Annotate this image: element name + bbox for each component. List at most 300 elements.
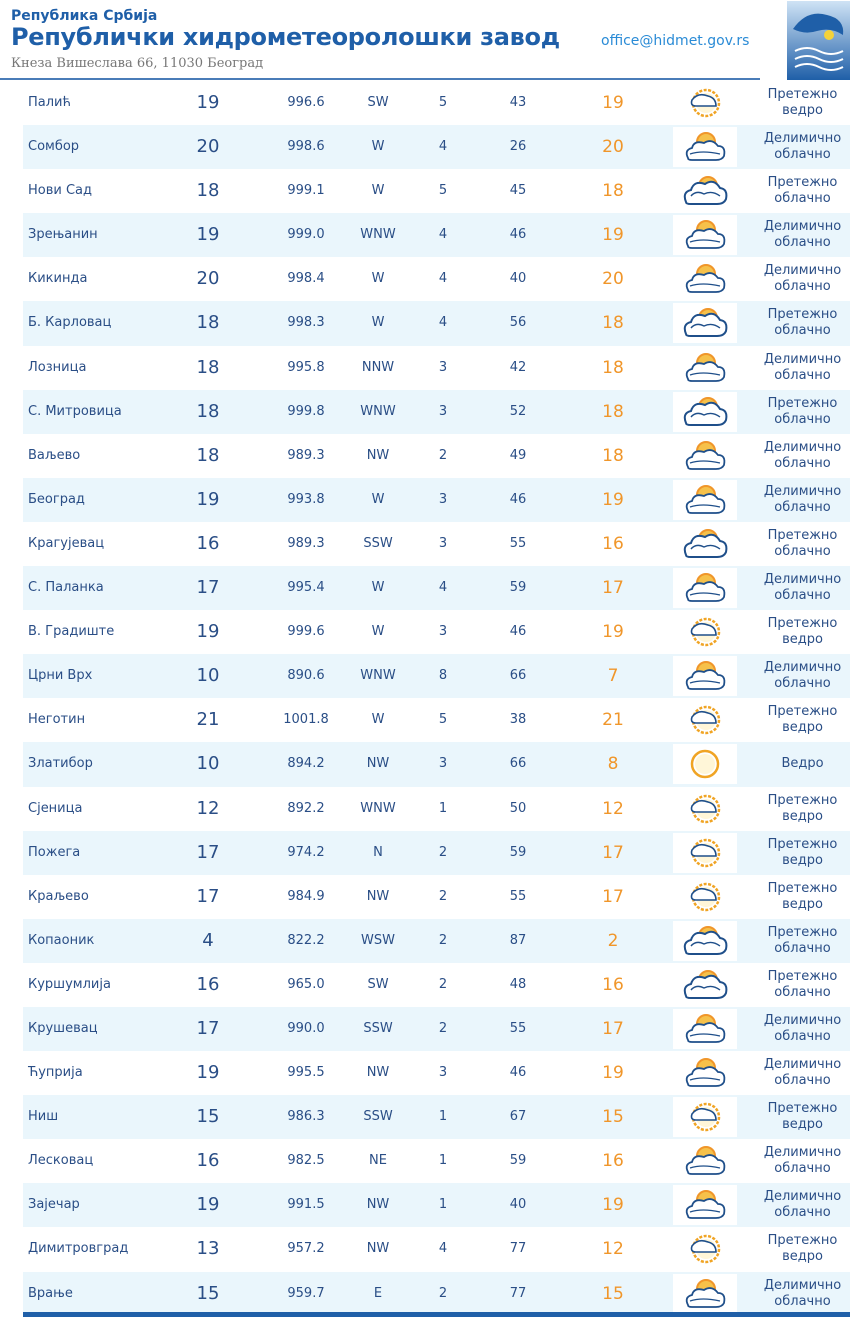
weather-description-line1: Делимично (763, 660, 842, 676)
table-row (23, 1272, 850, 1316)
mostly-cloudy-icon (673, 921, 737, 961)
pressure: 982.5 (287, 1153, 325, 1169)
feels-like-temperature: 19 (602, 225, 624, 246)
temperature: 18 (196, 400, 220, 422)
humidity: 52 (509, 403, 527, 419)
wind-direction: NNW (361, 359, 395, 375)
weather-description (755, 1227, 850, 1271)
weather-description (755, 698, 850, 742)
weather-description-line1: Делимично (763, 572, 842, 588)
weather-description (755, 169, 850, 213)
table-row (23, 610, 850, 654)
wind-direction: NW (366, 1241, 390, 1257)
humidity: 40 (509, 271, 527, 287)
weather-description (755, 875, 850, 919)
station-name: Нови Сад (28, 183, 93, 199)
weather-description (755, 81, 850, 125)
weather-description (755, 1183, 850, 1227)
wind-speed: 1 (438, 1153, 448, 1169)
temperature: 18 (196, 312, 220, 334)
pressure: 995.4 (287, 580, 325, 596)
partly-cloudy-icon (673, 1009, 737, 1049)
station-name: Лозница (28, 359, 87, 375)
wind-speed: 5 (438, 95, 448, 110)
weather-description-line2: облачно (774, 588, 831, 604)
weather-description (755, 566, 850, 610)
weather-description (755, 742, 850, 786)
station-name: Ваљево (28, 447, 81, 463)
feels-like-temperature: 19 (602, 622, 624, 643)
feels-like-temperature: 19 (602, 1195, 624, 1216)
weather-description-line2: облачно (774, 279, 831, 295)
feels-like-temperature: 17 (602, 886, 624, 907)
pressure: 822.2 (287, 932, 325, 948)
wind-speed: 2 (438, 888, 448, 904)
institute-address: Кнеза Вишеслава 66, 11030 Београд (11, 56, 264, 71)
wind-direction: W (371, 271, 385, 287)
partly-cloudy-icon (673, 480, 737, 520)
wind-direction: NW (366, 447, 390, 463)
temperature: 16 (196, 973, 220, 995)
mostly-sunny-icon (673, 700, 737, 740)
pressure: 998.6 (287, 139, 325, 155)
station-name: Кикинда (28, 271, 88, 287)
weather-description-line2: облачно (774, 499, 831, 515)
partly-cloudy-icon (673, 348, 737, 388)
wind-speed: 2 (438, 844, 448, 860)
weather-description-line1: Претежно (767, 1101, 838, 1117)
weather-description-line2: облачно (774, 1293, 831, 1309)
pressure: 993.8 (287, 491, 325, 507)
weather-description (755, 787, 850, 831)
feels-like-temperature: 20 (602, 137, 624, 158)
table-row (23, 257, 850, 301)
feels-like-temperature: 16 (602, 974, 624, 995)
weather-description-line1: Делимично (763, 1057, 842, 1073)
partly-cloudy-icon (673, 127, 737, 167)
wind-speed: 1 (438, 1197, 448, 1213)
station-name: Златибор (28, 756, 93, 772)
weather-description-line1: Делимично (763, 219, 842, 235)
temperature: 10 (196, 753, 220, 775)
humidity: 59 (509, 844, 527, 860)
wind-speed: 4 (438, 580, 448, 596)
humidity: 77 (509, 1285, 527, 1301)
station-name: Црни Врх (28, 668, 93, 684)
pressure: 974.2 (287, 844, 325, 860)
wind-direction: W (371, 315, 385, 331)
wind-speed: 4 (438, 139, 448, 155)
station-name: С. Митровица (28, 403, 122, 419)
wind-direction: SW (367, 976, 389, 992)
table-row (23, 1095, 850, 1139)
pressure: 1001.8 (283, 712, 329, 728)
wind-speed: 3 (438, 1065, 448, 1081)
sunny-icon (673, 744, 737, 784)
feels-like-temperature: 18 (602, 401, 624, 422)
pressure: 995.8 (287, 359, 325, 375)
institute-logo (787, 1, 850, 80)
pressure: 999.1 (287, 183, 325, 199)
temperature: 19 (196, 224, 220, 246)
pressure: 999.0 (287, 227, 325, 243)
temperature: 19 (196, 1062, 220, 1084)
humidity: 49 (509, 447, 527, 463)
feels-like-temperature: 18 (602, 357, 624, 378)
temperature: 19 (196, 1194, 220, 1216)
humidity: 77 (509, 1241, 527, 1257)
station-name: Копаоник (28, 932, 95, 948)
country-name: Република Србија (11, 8, 158, 24)
weather-description-line1: Делимично (763, 131, 842, 147)
station-name: Б. Карловац (28, 315, 112, 331)
pressure: 894.2 (287, 756, 325, 772)
table-row (23, 522, 850, 566)
weather-description-line2: облачно (774, 1028, 831, 1044)
wind-direction: W (371, 183, 385, 199)
temperature: 10 (196, 665, 220, 687)
weather-description-line2: ведро (782, 632, 823, 648)
wind-speed: 3 (438, 359, 448, 375)
mostly-cloudy-icon (673, 303, 737, 343)
weather-description (755, 1051, 850, 1095)
station-name: Београд (28, 491, 85, 507)
table-row (23, 390, 850, 434)
humidity: 43 (509, 95, 527, 110)
weather-description-line2: облачно (774, 1073, 831, 1089)
table-row (23, 919, 850, 963)
temperature: 20 (196, 136, 220, 158)
station-name: Лесковац (28, 1153, 94, 1169)
temperature: 20 (196, 268, 220, 290)
mostly-sunny-icon (673, 612, 737, 652)
temperature: 12 (196, 797, 220, 819)
table-row (23, 81, 850, 125)
temperature: 17 (196, 841, 220, 863)
table-row (23, 742, 850, 786)
wind-speed: 2 (438, 976, 448, 992)
table-row (23, 169, 850, 213)
pressure: 989.3 (287, 535, 325, 551)
weather-description-line1: Претежно (767, 1233, 838, 1249)
pressure: 990.0 (287, 1020, 325, 1036)
station-name: Палић (28, 95, 71, 110)
partly-cloudy-icon (673, 1185, 737, 1225)
wind-speed: 3 (438, 756, 448, 772)
humidity: 66 (509, 668, 527, 684)
weather-description (755, 346, 850, 390)
weather-description-line2: облачно (774, 147, 831, 163)
pressure: 995.5 (287, 1065, 325, 1081)
weather-description (755, 654, 850, 698)
table-row (23, 566, 850, 610)
mostly-cloudy-icon (673, 965, 737, 1005)
wind-speed: 3 (438, 624, 448, 640)
partly-cloudy-icon (673, 436, 737, 476)
wind-speed: 1 (438, 800, 448, 816)
wind-speed: 5 (438, 183, 448, 199)
weather-description (755, 301, 850, 345)
temperature: 18 (196, 444, 220, 466)
feels-like-temperature: 15 (602, 1283, 624, 1304)
weather-description-line2: облачно (774, 323, 831, 339)
partly-cloudy-icon (673, 1053, 737, 1093)
temperature: 17 (196, 1017, 220, 1039)
feels-like-temperature: 18 (602, 445, 624, 466)
station-name: Зрењанин (28, 227, 98, 243)
table-row (23, 654, 850, 698)
humidity: 55 (509, 1020, 527, 1036)
pressure: 984.9 (287, 888, 325, 904)
station-name: В. Градиште (28, 624, 115, 640)
station-name: Ћуприја (28, 1065, 83, 1081)
wind-speed: 2 (438, 1285, 448, 1301)
table-row (23, 1139, 850, 1183)
weather-description (755, 1139, 850, 1183)
feels-like-temperature: 19 (602, 489, 624, 510)
weather-description (755, 919, 850, 963)
humidity: 87 (509, 932, 527, 948)
weather-description (755, 963, 850, 1007)
wind-speed: 5 (438, 712, 448, 728)
humidity: 67 (509, 1109, 527, 1125)
station-name: Зајечар (28, 1197, 80, 1213)
feels-like-temperature: 19 (602, 1063, 624, 1084)
wind-direction: NW (366, 1197, 390, 1213)
station-name: Краљево (28, 888, 89, 904)
weather-description (755, 1095, 850, 1139)
humidity: 59 (509, 580, 527, 596)
weather-description-line2: облачно (774, 367, 831, 383)
feels-like-temperature: 17 (602, 1018, 624, 1039)
temperature: 19 (196, 621, 220, 643)
station-name: Крагујевац (28, 535, 105, 551)
weather-description-line2: облачно (774, 455, 831, 471)
mostly-sunny-icon (673, 833, 737, 873)
weather-description (755, 213, 850, 257)
temperature: 19 (196, 92, 220, 113)
weather-description-line2: облачно (774, 1205, 831, 1221)
mostly-sunny-icon (673, 789, 737, 829)
weather-description-line1: Претежно (767, 792, 838, 808)
weather-description-line2: облачно (774, 1161, 831, 1177)
weather-description (755, 610, 850, 654)
feels-like-temperature: 12 (602, 798, 624, 819)
weather-description (755, 478, 850, 522)
weather-description-line1: Претежно (767, 880, 838, 896)
humidity: 56 (509, 315, 527, 331)
weather-description-line2: облачно (774, 411, 831, 427)
mostly-cloudy-icon (673, 524, 737, 564)
feels-like-temperature: 17 (602, 578, 624, 599)
temperature: 4 (202, 929, 214, 951)
station-name: С. Паланка (28, 580, 104, 596)
wind-direction: E (373, 1285, 383, 1301)
weather-description-line2: облачно (774, 235, 831, 251)
humidity: 38 (509, 712, 527, 728)
wind-speed: 8 (438, 668, 448, 684)
humidity: 46 (509, 227, 527, 243)
temperature: 18 (196, 356, 220, 378)
wind-speed: 3 (438, 535, 448, 551)
feels-like-temperature: 21 (602, 710, 624, 731)
weather-description (755, 831, 850, 875)
feels-like-temperature: 16 (602, 533, 624, 554)
wind-speed: 2 (438, 447, 448, 463)
table-row (23, 831, 850, 875)
table-row (23, 875, 850, 919)
pressure: 986.3 (287, 1109, 325, 1125)
table-row (23, 1227, 850, 1271)
humidity: 59 (509, 1153, 527, 1169)
weather-description (755, 1272, 850, 1316)
wind-direction: NE (369, 1153, 387, 1169)
station-name: Ниш (28, 1109, 59, 1125)
mostly-sunny-icon (673, 1229, 737, 1269)
feels-like-temperature: 15 (602, 1107, 624, 1128)
humidity: 45 (509, 183, 527, 199)
mostly-cloudy-icon (673, 392, 737, 432)
weather-description-line1: Делимично (763, 263, 842, 279)
temperature: 21 (196, 709, 220, 731)
humidity: 55 (509, 888, 527, 904)
feels-like-temperature: 18 (602, 313, 624, 334)
wind-direction: SSW (363, 535, 393, 551)
temperature: 13 (196, 1238, 220, 1260)
weather-description-line2: ведро (782, 1117, 823, 1133)
wind-speed: 2 (438, 932, 448, 948)
header-divider (0, 78, 760, 80)
weather-description-line1: Делимично (763, 483, 842, 499)
temperature: 16 (196, 1150, 220, 1172)
wind-speed: 4 (438, 1241, 448, 1257)
weather-description-line2: ведро (782, 852, 823, 868)
weather-description-line2: облачно (774, 940, 831, 956)
station-name: Куршумлија (28, 976, 111, 992)
partly-cloudy-icon (673, 215, 737, 255)
pressure: 991.5 (287, 1197, 325, 1213)
temperature: 15 (196, 1106, 220, 1128)
partly-cloudy-icon (673, 1141, 737, 1181)
partly-cloudy-icon (673, 259, 737, 299)
wind-direction: N (373, 844, 383, 860)
station-name: Сјеница (28, 800, 83, 816)
wind-direction: W (371, 624, 385, 640)
weather-description-line1: Претежно (767, 836, 838, 852)
institute-title: Републички хидрометеоролошки завод (11, 23, 560, 51)
feels-like-temperature: 7 (607, 666, 619, 687)
weather-description-line1: Делимично (763, 439, 842, 455)
wind-direction: NW (366, 888, 390, 904)
humidity: 48 (509, 976, 527, 992)
wind-direction: SW (367, 95, 389, 110)
station-name: Врање (28, 1285, 73, 1301)
wind-speed: 4 (438, 315, 448, 331)
table-row (23, 125, 850, 169)
mostly-cloudy-icon (673, 171, 737, 211)
wind-direction: W (371, 139, 385, 155)
footer-bar (23, 1312, 850, 1317)
weather-description-line1: Претежно (767, 924, 838, 940)
weather-description-line2: облачно (774, 191, 831, 207)
feels-like-temperature: 2 (607, 930, 619, 951)
email-link[interactable]: office@hidmet.gov.rs (601, 33, 750, 49)
weather-description-line2: ведро (782, 103, 823, 118)
temperature: 15 (196, 1282, 220, 1304)
weather-description-line1: Претежно (767, 175, 838, 191)
station-name: Крушевац (28, 1020, 98, 1036)
weather-table (23, 81, 850, 1316)
partly-cloudy-icon (673, 1274, 737, 1314)
wind-direction: SSW (363, 1109, 393, 1125)
pressure: 999.8 (287, 403, 325, 419)
wind-direction: W (371, 712, 385, 728)
pressure: 998.4 (287, 271, 325, 287)
pressure: 959.7 (287, 1285, 325, 1301)
pressure: 890.6 (287, 668, 325, 684)
mostly-sunny-icon (673, 877, 737, 917)
weather-description-line2: ведро (782, 1249, 823, 1265)
weather-description (755, 390, 850, 434)
feels-like-temperature: 17 (602, 842, 624, 863)
feels-like-temperature: 18 (602, 181, 624, 202)
humidity: 26 (509, 139, 527, 155)
station-name: Димитровград (28, 1241, 129, 1257)
weather-description-line2: облачно (774, 984, 831, 1000)
weather-description (755, 1007, 850, 1051)
weather-description (755, 522, 850, 566)
wind-direction: W (371, 580, 385, 596)
weather-description-line1: Делимично (763, 1012, 842, 1028)
wind-direction: WSW (361, 932, 395, 948)
weather-description-line1: Делимично (763, 1145, 842, 1161)
weather-description (755, 434, 850, 478)
station-name: Пожега (28, 844, 81, 860)
weather-description-line1: Претежно (767, 395, 838, 411)
table-row (23, 963, 850, 1007)
wind-direction: WNW (360, 227, 396, 243)
wind-speed: 3 (438, 403, 448, 419)
weather-description-line2: ведро (782, 896, 823, 912)
table-row (23, 1007, 850, 1051)
wind-direction: WNW (360, 800, 396, 816)
weather-description-line1: Претежно (767, 968, 838, 984)
table-row (23, 301, 850, 345)
weather-description (755, 257, 850, 301)
wind-speed: 4 (438, 227, 448, 243)
feels-like-temperature: 20 (602, 269, 624, 290)
weather-description-line2: ведро (782, 808, 823, 824)
table-row (23, 478, 850, 522)
station-name: Неготин (28, 712, 86, 728)
wind-speed: 1 (438, 1109, 448, 1125)
humidity: 46 (509, 491, 527, 507)
temperature: 17 (196, 885, 220, 907)
weather-description-line2: облачно (774, 676, 831, 692)
weather-description-line1: Претежно (767, 87, 838, 102)
humidity: 46 (509, 1065, 527, 1081)
feels-like-temperature: 12 (602, 1239, 624, 1260)
weather-description-line2: облачно (774, 543, 831, 559)
weather-description-line1: Претежно (767, 704, 838, 720)
pressure: 999.6 (287, 624, 325, 640)
table-row (23, 434, 850, 478)
mostly-sunny-icon (673, 83, 737, 123)
pressure: 989.3 (287, 447, 325, 463)
wind-speed: 4 (438, 271, 448, 287)
station-name: Сомбор (28, 139, 80, 155)
feels-like-temperature: 19 (602, 93, 624, 113)
